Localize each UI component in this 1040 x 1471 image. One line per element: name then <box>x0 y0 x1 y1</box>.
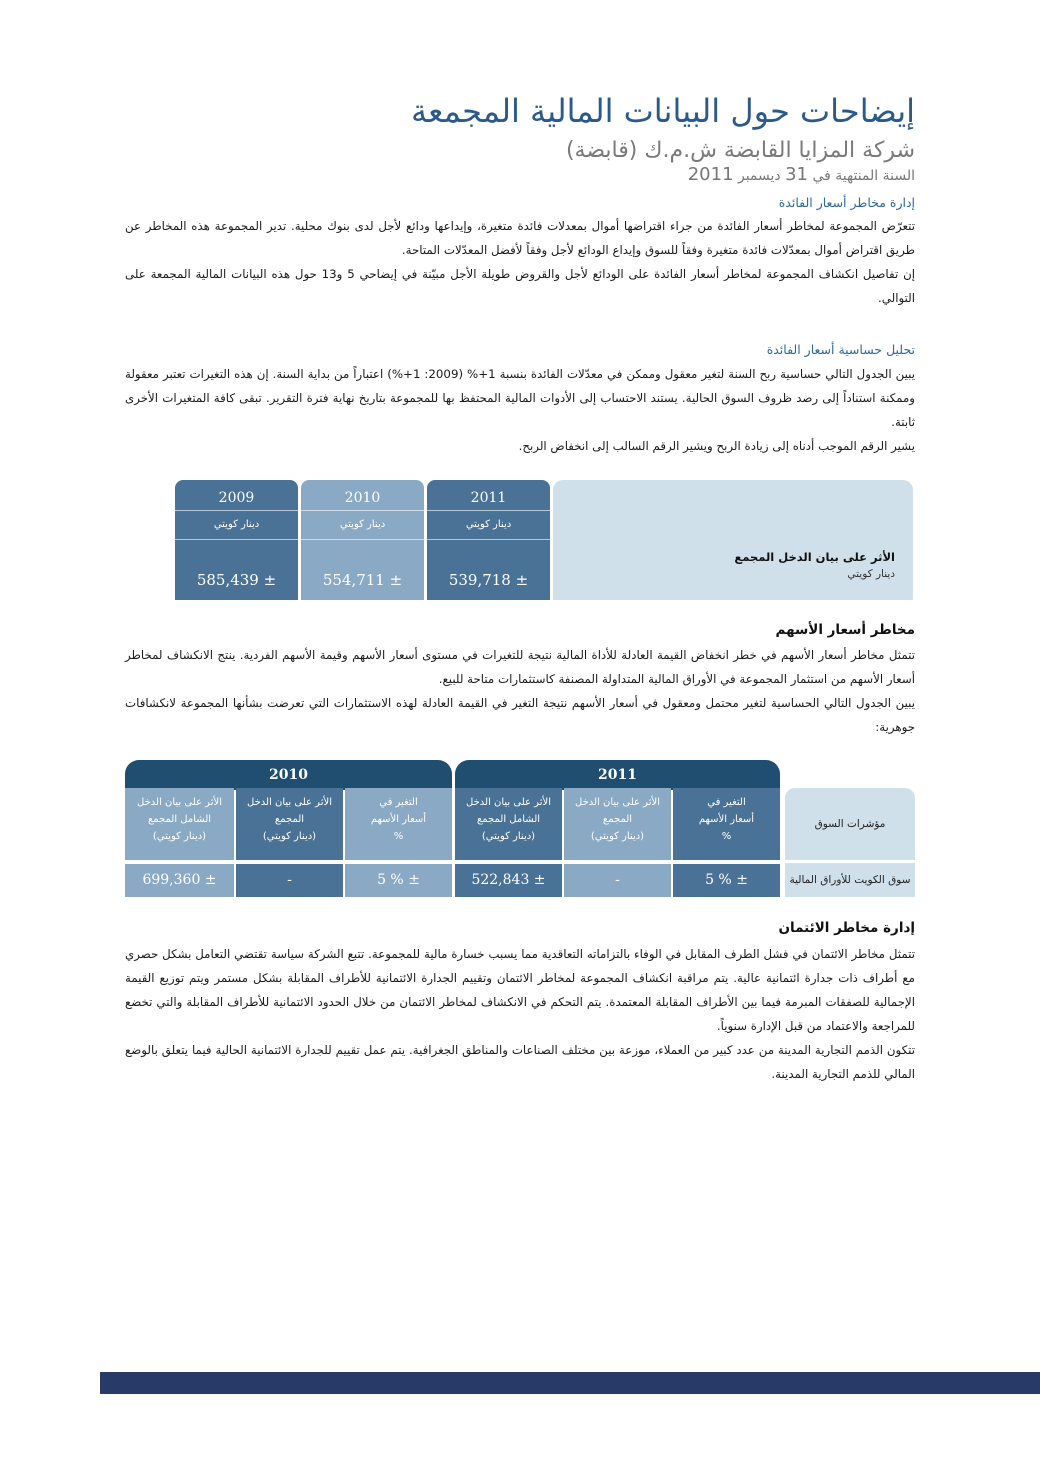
header-line: الشامل المجمع <box>147 814 212 825</box>
header-line: الأثر على بيان الدخل <box>575 797 660 808</box>
period-month: ديسمبر <box>737 168 781 184</box>
table-column-2011 <box>427 480 550 600</box>
equity-sensitivity-table <box>125 760 915 897</box>
column-year: 2009 <box>175 480 298 510</box>
column-unit: دينار كويتي <box>301 510 424 540</box>
header-line: الأثر على بيان الدخل <box>137 797 222 808</box>
section-heading-interest-sensitivity: تحليل حساسية أسعار الفائدة <box>766 342 915 357</box>
kuwait-stock-exchange-label: سوق الكويت للأوراق المالية <box>785 863 915 897</box>
section-heading-equity-risk: مخاطر أسعار الأسهم <box>775 622 915 638</box>
value-income-2011: - <box>564 864 671 897</box>
section-heading-credit-risk: إدارة مخاطر الائتمان <box>778 920 915 936</box>
table-row-label <box>734 550 895 580</box>
column-year: 2011 <box>427 480 550 510</box>
header-change-2010 <box>345 788 452 860</box>
row-label-title: الأثر على بيان الدخل المجمع <box>734 550 895 564</box>
value-change-2011: 5 % ± <box>673 864 780 897</box>
header-comprehensive-2010 <box>125 788 234 860</box>
value-change-2010: 5 % ± <box>345 864 452 897</box>
paragraph: تتمثل مخاطر أسعار الأسهم في خطر انخفاض القيمة العادلة للأداة المالية نتيجة للتغيرات في مستوى أسعار الأسهم وقيمة الأسهم الفردية. ينتج الانكشاف لمخاطر أسعار الأسهم من استثمار المجموعة في الأوراق المالية المتداولة المصنفة كاستثمارات متاحة للبيع. <box>125 648 915 686</box>
column-value: 539,718 ± <box>427 540 550 600</box>
interest-sensitivity-table <box>175 480 913 600</box>
row-label-unit: دينار كويتي <box>847 568 895 580</box>
header-line: (دينار كويتي) <box>152 831 207 842</box>
header-line: (دينار كويتي) <box>590 831 645 842</box>
table-row-label-cell <box>553 480 913 600</box>
header-line: أسعار الأسهم <box>698 814 755 825</box>
footer-bar <box>100 1372 1040 1394</box>
period-line <box>688 164 915 185</box>
section-body-equity-risk <box>125 643 915 739</box>
header-line: (دينار كويتي) <box>481 831 536 842</box>
table-column-2010 <box>301 480 424 600</box>
header-line: (دينار كويتي) <box>262 831 317 842</box>
year-header-2010: 2010 <box>125 760 452 790</box>
company-name: شركة المزايا القابضة ش.م.ك (قابضة) <box>565 138 915 163</box>
header-line: % <box>393 831 404 842</box>
header-change-2011 <box>673 788 780 860</box>
column-value: 585,439 ± <box>175 540 298 600</box>
column-unit: دينار كويتي <box>427 510 550 540</box>
header-income-2010 <box>236 788 343 860</box>
header-line: % <box>721 831 732 842</box>
paragraph: تتعرّض المجموعة لمخاطر أسعار الفائدة من جراء اقتراضها أموال بمعدلات فائدة متغيرة، وإيداعها ودائع لأجل لدى بنوك محلية. تدير المجموعة هذه المخاطر عن طريق اقتراض أموال بمعدّلات فائدة متغيرة وفقاً للسوق وإيداع الودائع لأجل وفقاً لأفضل المعدّلات المتاحة. <box>125 219 915 257</box>
header-line: التغير في <box>379 797 418 808</box>
market-indices-header: مؤشرات السوق <box>785 788 915 860</box>
paragraph: يبين الجدول التالي حساسية ربح السنة لتغير معقول وممكن في معدّلات الفائدة بنسبة 1+% (2009: 1+%) اعتباراً من بداية السنة. إن هذه التغيرات تعتبر معقولة وممكنة استناداً إلى رصد ظروف السوق الحالية. يستند الاحتساب إلى الأدوات المالية المحتفظ بها للمجموعة بتاريخ نهاية فترة التقرير. تبقى كافة المتغيرات الأخرى ثابتة. <box>125 367 915 429</box>
value-comprehensive-2011: 522,843 ± <box>455 864 562 897</box>
header-line: المجمع <box>602 814 633 825</box>
period-prefix: السنة المنتهية في <box>812 168 915 184</box>
section-body-credit-risk <box>125 942 915 1086</box>
section-heading-interest-risk: إدارة مخاطر أسعار الفائدة <box>778 195 915 210</box>
header-income-2011 <box>564 788 671 860</box>
header-line: أسعار الأسهم <box>370 814 427 825</box>
header-line: التغير في <box>707 797 746 808</box>
paragraph: تتمثل مخاطر الائتمان في فشل الطرف المقابل في الوفاء بالتزاماته التعاقدية مما يسبب خسارة مالية للمجموعة. تتبع الشركة سياسة تقتضي التعامل بشكل حصري مع أطراف ذات جدارة ائتمانية عالية. يتم مراقبة انكشاف المجموعة لمخاطر الائتمان وتقييم الجدارة الائتمانية للأطراف المقابلة بشكل مستمر ويتم توزيع القيمة الإجمالية للصفقات المبرمة فيما بين الأطراف المقابلة المعتمدة. يتم التحكم في الانكشاف لمخاطر الائتمان من خلال الحدود الائتمانية للأطراف المقابلة والتي تخضع للمراجعة والاعتماد من قبل الإدارة سنوياً. <box>125 947 915 1033</box>
table-column-2009 <box>175 480 298 600</box>
paragraph: إن تفاصيل انكشاف المجموعة لمخاطر أسعار الفائدة على الودائع لأجل والقروض طويلة الأجل مبيّنة في إيضاحي 5 و13 حول هذه البيانات المالية المجمعة على التوالي. <box>125 267 916 305</box>
header-line: المجمع <box>274 814 305 825</box>
page-title: إيضاحات حول البيانات المالية المجمعة <box>410 92 915 130</box>
period-year: 2011 <box>687 164 734 185</box>
section-body-interest-sensitivity <box>125 362 915 458</box>
header-line: الأثر على بيان الدخل <box>466 797 551 808</box>
value-comprehensive-2010: 699,360 ± <box>125 864 234 897</box>
header-line: الشامل المجمع <box>476 814 541 825</box>
section-body-interest-risk <box>125 214 915 310</box>
header-comprehensive-2011 <box>455 788 562 860</box>
column-value: 554,711 ± <box>301 540 424 600</box>
paragraph: يبين الجدول التالي الحساسية لتغير محتمل ومعقول في أسعار الأسهم نتيجة التغير في القيمة العادلة لهذه الاستثمارات التي تعرضت بشأنها المجموعة لانكشافات جوهرية: <box>125 696 915 734</box>
column-unit: دينار كويتي <box>175 510 298 540</box>
paragraph: تتكون الذمم التجارية المدينة من عدد كبير من العملاء، موزعة بين مختلف الصناعات والمناطق الجغرافية. يتم عمل تقييم للجدارة الائتمانية الحالية فيما يتعلق بالوضع المالي للذمم التجارية المدينة. <box>125 1043 915 1081</box>
period-day: 31 <box>785 164 809 185</box>
header-line: الأثر على بيان الدخل <box>247 797 332 808</box>
value-income-2010: - <box>236 864 343 897</box>
paragraph: يشير الرقم الموجب أدناه إلى زيادة الربح ويشير الرقم السالب إلى انخفاض الربح. <box>518 439 915 453</box>
year-header-2011: 2011 <box>455 760 780 790</box>
column-year: 2010 <box>301 480 424 510</box>
